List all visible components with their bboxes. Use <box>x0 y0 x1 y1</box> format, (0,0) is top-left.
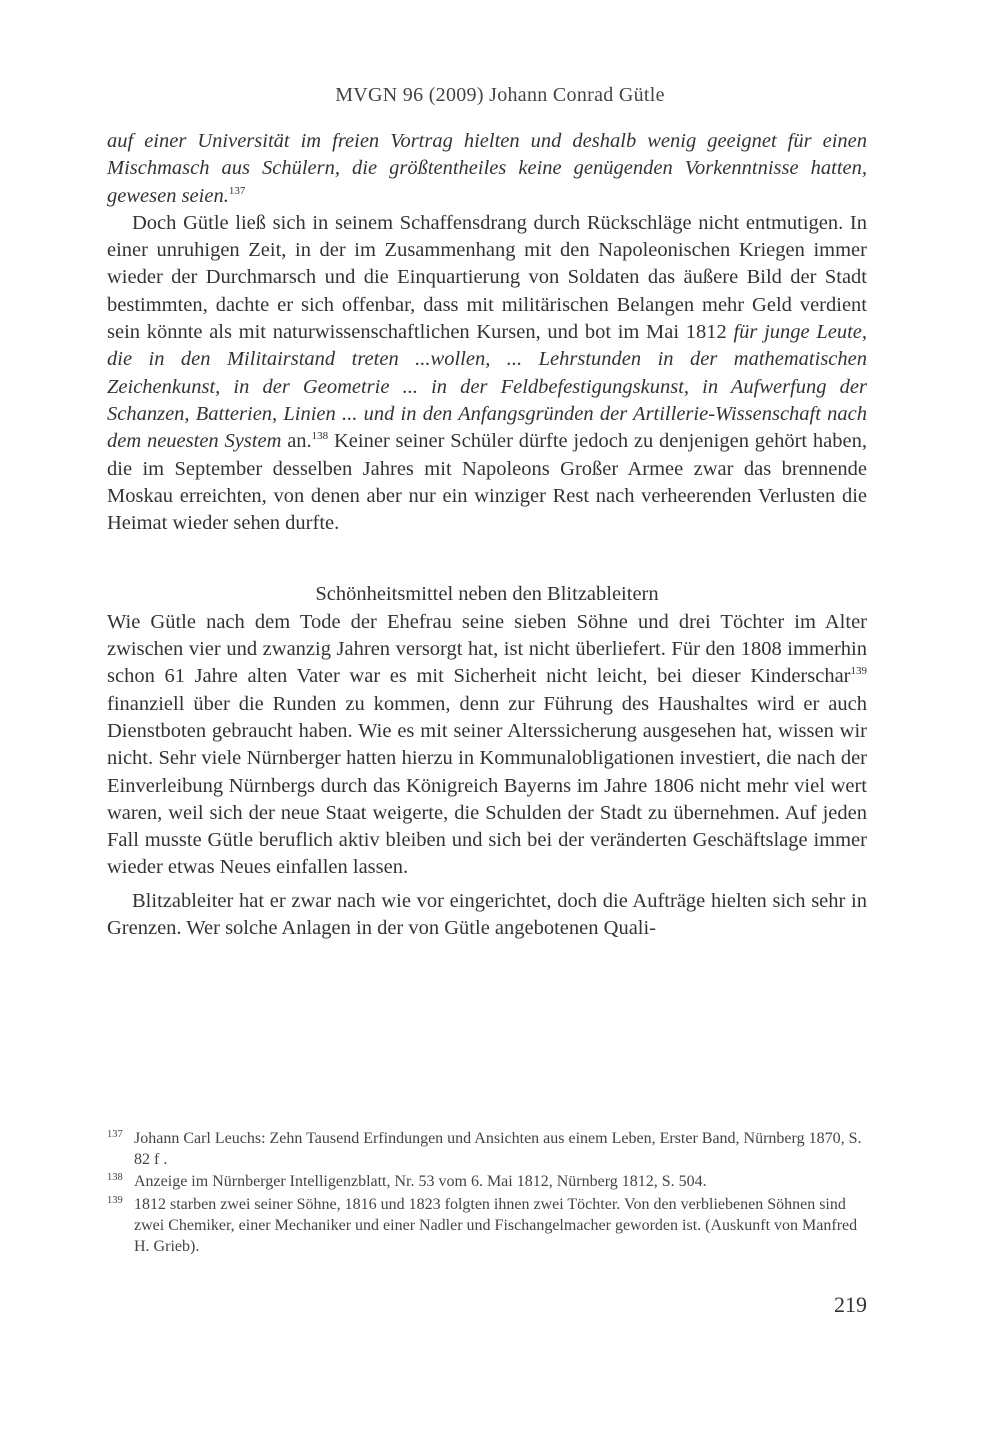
section-heading: Schönheitsmittel neben den Blitzableitern <box>315 583 659 606</box>
paragraph <box>107 609 867 882</box>
footnote-number: 137 <box>107 1129 123 1140</box>
footnote-number: 138 <box>107 1172 123 1184</box>
page-number: 219 <box>834 1292 867 1317</box>
quote-continuation <box>107 128 867 210</box>
quote-italic-text: für junge Leute, die in den Militairstand treten ...wollen, ... Lehrstunden in der mathematischen Zeichenkunst, in der Geometrie ... in der Feldbefestigungskunst, in Aufwerfung der Schanzen, Batterien, Linien ... und in den Anfangsgründen der Artillerie-Wissenschaft nach dem neuesten System <box>107 321 867 453</box>
footnote-ref: 138 <box>311 430 329 443</box>
paragraph-text: finanziell über die Runden zu kommen, denn zur Führung des Haushaltes wird er auch Dienstboten gebraucht haben. Wie es mit seiner Alterssicherung ausgesehen hat, wissen wir nicht. Sehr viele Nürnberger hatten hierzu in Kommunalobligationen investiert, die nach der Einverleibung Nürnbergs durch das Königreich Bayerns im Jahre 1806 nicht mehr viel wert waren, weil sich der neue Staat weigerte, die Schulden der Stadt zu übernehmen. Auf jeden Fall musste Gütle beruflich aktiv bleiben und sich bei der veränderten Geschäftslage immer wieder etwas Neues einfallen lassen. <box>107 692 867 879</box>
footnote-ref: 139 <box>850 665 867 678</box>
paragraph-text: an. <box>287 430 312 453</box>
paragraph <box>107 210 867 538</box>
footnote <box>107 1194 867 1258</box>
paragraph-text: Doch Gütle ließ sich in seinem Schaffensdrang durch Rückschläge nicht entmutigen. In einer unruhigen Zeit, in der im Zusammenhang mit den Napoleonischen Kriegen immer wieder der Durchmarsch und die Einquartierung von Soldaten das äußere Bild der Stadt bestimmten, dachte er sich offenbar, dass mit militärischen Belangen mehr Geld verdient sein könnte als mit naturwissenschaftlichen Kursen, und bot im Mai 1812 <box>107 211 867 344</box>
paragraph: Blitzableiter hat er zwar nach wie vor eingerichtet, doch die Aufträge hielten sich sehr in Grenzen. Wer solche Anlagen in der von Gütle angebotenen Quali- <box>107 889 867 940</box>
main-text <box>107 128 867 942</box>
footnote <box>107 1171 867 1192</box>
footnote-text: Anzeige im Nürnberger Intelligenzblatt, Nr. 53 vom 6. Mai 1812, Nürnberg 1812, S. 504. <box>134 1173 707 1191</box>
footnote-text: 1812 starben zwei seiner Söhne, 1816 und 1823 folgten ihnen zwei Töchter. Von den verbliebenen Söhnen sind zwei Chemiker, einer Mechaniker und einer Nadler und Fischangelmacher geworden ist. (Auskunft von Manfred H. Grieb). <box>134 1195 858 1256</box>
footnote-text: Johann Carl Leuchs: Zehn Tausend Erfindungen und Ansichten aus einem Leben, Erster Band, Nürnberg 1870, S. 82 f . <box>134 1130 862 1169</box>
paragraph-text: Wie Gütle nach dem Tode der Ehefrau seine sieben Söhne und drei Töchter im Alter zwischen vier und zwanzig Jahren versorgt hat, ist nicht überliefert. Für den 1808 immerhin schon 61 Jahre alten Vater war es mit Sicherheit nicht leicht, bei dieser Kinderschar <box>107 610 867 688</box>
footnote-ref: 137 <box>228 184 246 197</box>
quote-italic-text: auf einer Universität im freien Vortrag hielten und deshalb wenig geeignet für einen Mischmasch aus Schülern, die größtentheiles keine genügenden Vorkenntnisse hatten, gewesen seien. <box>107 130 867 207</box>
paragraph-text: Keiner seiner Schüler dürfte jedoch zu denjenigen gehört haben, die im September desselben Jahres mit Napoleons Großer Armee zwar das brennende Moskau erreichten, von denen aber nur ein winziger Rest nach verheerenden Verlusten die Heimat wieder sehen durfte. <box>107 430 867 535</box>
running-header: MVGN 96 (2009) Johann Conrad Gütle <box>335 84 665 106</box>
footnote <box>107 1128 867 1170</box>
footnote-number: 139 <box>107 1194 123 1206</box>
footnotes <box>107 1128 867 1258</box>
